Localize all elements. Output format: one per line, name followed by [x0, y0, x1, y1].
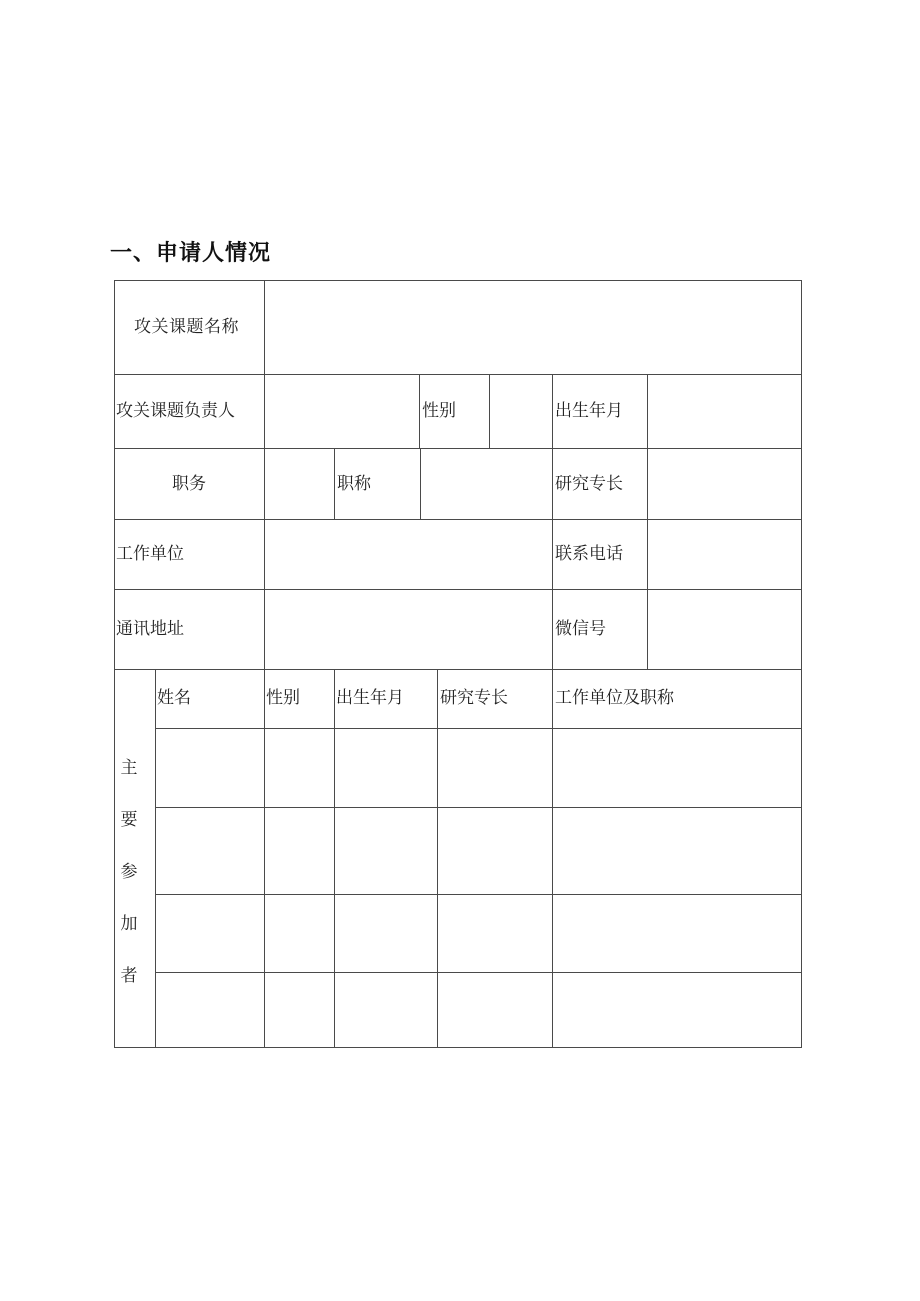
column-border: [419, 374, 420, 449]
wechat-label: 微信号: [555, 619, 606, 639]
participant-row-4-name[interactable]: [156, 973, 264, 1047]
column-border: [334, 448, 335, 520]
participants-side-label: [119, 758, 139, 1018]
side-label-char: 加: [120, 914, 138, 934]
column-header-work-unit-title: 工作单位及职称: [555, 688, 674, 708]
participant-row-4-gender[interactable]: [265, 973, 334, 1047]
leader-gender-label: 性别: [422, 401, 456, 421]
leader-birth-date-label: 出生年月: [555, 401, 623, 421]
participant-row-3-unit[interactable]: [553, 895, 801, 972]
phone-field[interactable]: [648, 520, 801, 589]
participant-row-1-gender[interactable]: [265, 729, 334, 807]
side-label-char: 参: [120, 862, 138, 882]
project-name-label: 攻关课题名称: [134, 317, 239, 337]
work-unit-label: 工作单位: [116, 544, 184, 564]
column-border: [114, 280, 115, 1048]
section-title: 一、申请人情况: [110, 241, 272, 266]
research-specialty-field[interactable]: [648, 449, 801, 519]
row-border: [114, 669, 802, 670]
title-field[interactable]: [421, 449, 552, 519]
participant-row-1-unit[interactable]: [553, 729, 801, 807]
participant-row-2-unit[interactable]: [553, 808, 801, 894]
participant-row-1-birth-date[interactable]: [335, 729, 437, 807]
side-label-char: 要: [120, 810, 138, 830]
column-border: [801, 280, 802, 1048]
participant-row-3-gender[interactable]: [265, 895, 334, 972]
row-border: [114, 1047, 802, 1048]
participant-row-4-unit[interactable]: [553, 973, 801, 1047]
wechat-field[interactable]: [648, 590, 801, 669]
column-header-gender: 性别: [266, 688, 300, 708]
side-label-char: 主: [120, 758, 138, 778]
research-specialty-label: 研究专长: [555, 474, 623, 494]
title-label: 职称: [337, 474, 371, 494]
participant-row-2-birth-date[interactable]: [335, 808, 437, 894]
project-leader-label: 攻关课题负责人: [116, 401, 235, 421]
column-header-name: 姓名: [157, 688, 191, 708]
participant-row-1-name[interactable]: [156, 729, 264, 807]
leader-gender-field[interactable]: [490, 375, 552, 448]
phone-label: 联系电话: [555, 544, 623, 564]
address-label: 通讯地址: [116, 619, 184, 639]
participant-row-4-specialty[interactable]: [438, 973, 552, 1047]
participant-row-3-name[interactable]: [156, 895, 264, 972]
participant-row-2-specialty[interactable]: [438, 808, 552, 894]
project-leader-field[interactable]: [265, 375, 419, 448]
address-field[interactable]: [265, 590, 552, 669]
participant-row-3-specialty[interactable]: [438, 895, 552, 972]
participant-row-2-name[interactable]: [156, 808, 264, 894]
participant-row-1-specialty[interactable]: [438, 729, 552, 807]
work-unit-field[interactable]: [265, 520, 552, 589]
column-border: [552, 374, 553, 670]
position-field[interactable]: [265, 449, 334, 519]
project-name-field[interactable]: [265, 281, 801, 374]
leader-birth-date-field[interactable]: [648, 375, 801, 448]
participant-row-3-birth-date[interactable]: [335, 895, 437, 972]
side-label-char: 者: [120, 966, 138, 986]
applicant-form-table: [114, 280, 802, 1048]
participant-row-4-birth-date[interactable]: [335, 973, 437, 1047]
position-label: 职务: [172, 474, 206, 494]
participant-row-2-gender[interactable]: [265, 808, 334, 894]
column-header-research-specialty: 研究专长: [440, 688, 508, 708]
column-header-birth-date: 出生年月: [336, 688, 404, 708]
